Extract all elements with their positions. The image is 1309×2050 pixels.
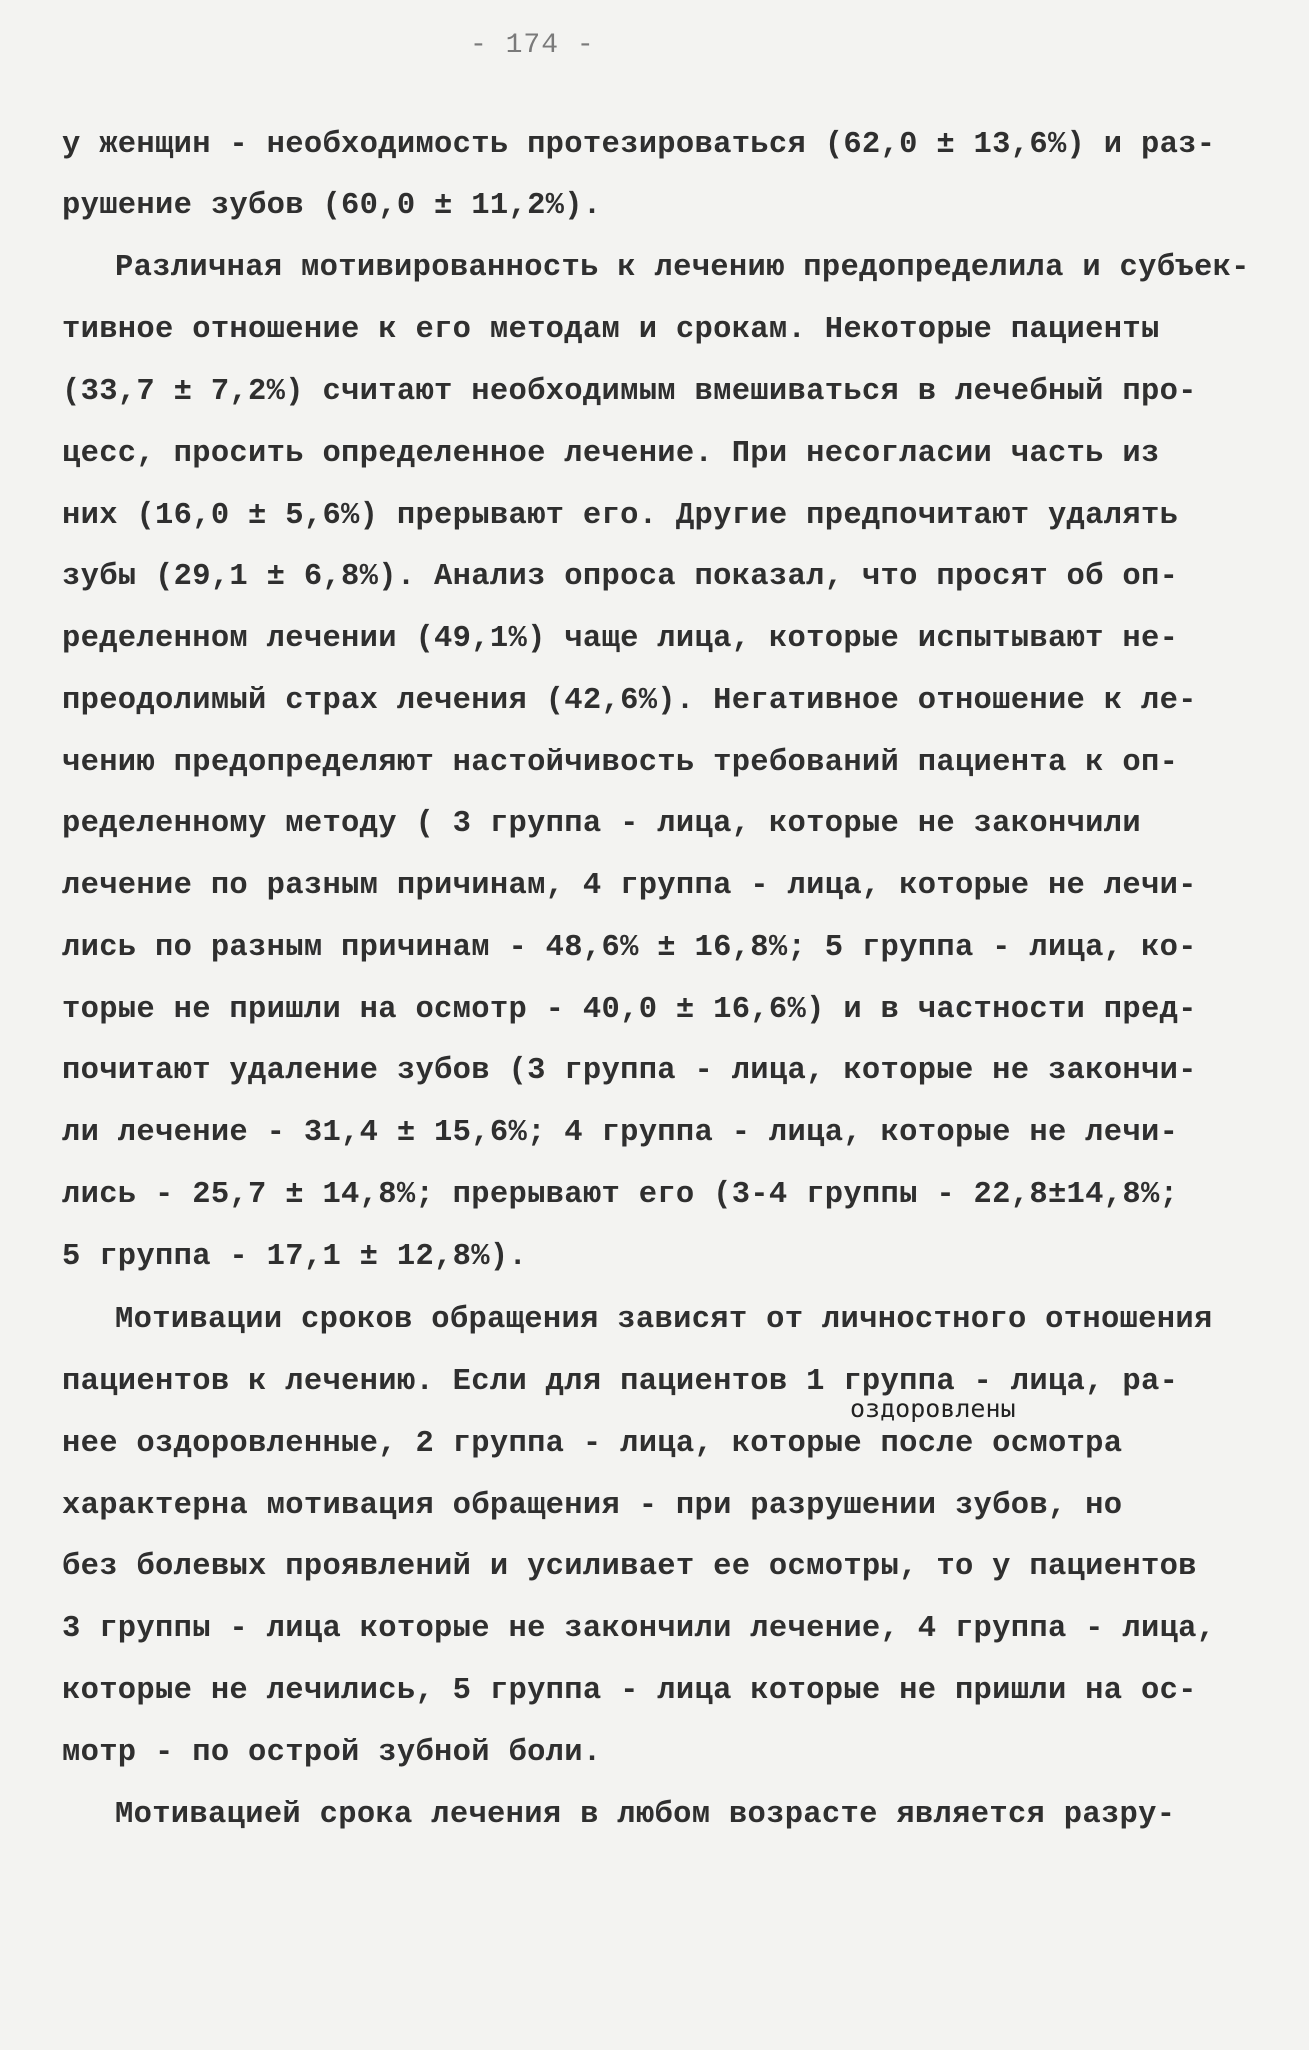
- text-line: мотр - по острой зубной боли.: [62, 1736, 602, 1770]
- text-line: лись - 25,7 ± 14,8%; прерывают его (3-4 группы - 22,8±14,8%;: [62, 1178, 1179, 1212]
- text-line: торые не пришли на осмотр - 40,0 ± 16,6%) и в частности пред-: [62, 993, 1197, 1027]
- text-line: (33,7 ± 7,2%) считают необходимым вмешиваться в лечебный про-: [62, 375, 1197, 409]
- text-line: характерна мотивация обращения - при разрушении зубов, но: [62, 1489, 1123, 1523]
- text-line: ли лечение - 31,4 ± 15,6%; 4 группа - лица, которые не лечи-: [62, 1116, 1179, 1150]
- text-line: преодолимый страх лечения (42,6%). Негативное отношение к ле-: [62, 684, 1197, 718]
- text-line: без болевых проявлений и усиливает ее осмотры, то у пациентов: [62, 1550, 1197, 1584]
- handwritten-insertion: оздоровлены: [850, 1394, 1016, 1423]
- text-line: пациентов к лечению. Если для пациентов 1 группа - лица, ра-: [62, 1365, 1179, 1399]
- text-line: Мотивацией срока лечения в любом возрасте является разру-: [115, 1798, 1176, 1832]
- text-line: рушение зубов (60,0 ± 11,2%).: [62, 189, 602, 223]
- text-line: почитают удаление зубов (3 группа - лица, которые не закончи-: [62, 1054, 1197, 1088]
- text-line: лись по разным причинам - 48,6% ± 16,8%; 5 группа - лица, ко-: [62, 931, 1197, 965]
- text-line: чению предопределяют настойчивость требований пациента к оп-: [62, 746, 1179, 780]
- text-line: у женщин - необходимость протезироваться (62,0 ± 13,6%) и раз-: [62, 128, 1216, 162]
- text-line: цесс, просить определенное лечение. При несогласии часть из: [62, 437, 1160, 471]
- text-line: лечение по разным причинам, 4 группа - лица, которые не лечи-: [62, 869, 1197, 903]
- text-line: 5 группа - 17,1 ± 12,8%).: [62, 1240, 528, 1274]
- text-line: зубы (29,1 ± 6,8%). Анализ опроса показал, что просят об оп-: [62, 560, 1179, 594]
- text-line: 3 группы - лица которые не закончили лечение, 4 группа - лица,: [62, 1612, 1216, 1646]
- text-line: тивное отношение к его методам и срокам. Некоторые пациенты: [62, 313, 1160, 347]
- text-line: Различная мотивированность к лечению предопределила и субъек-: [115, 251, 1250, 285]
- text-line: ределенному методу ( 3 группа - лица, которые не закончили: [62, 807, 1141, 841]
- text-line: них (16,0 ± 5,6%) прерывают его. Другие предпочитают удалять: [62, 499, 1179, 533]
- text-line: которые не лечились, 5 группа - лица которые не пришли на ос-: [62, 1674, 1197, 1708]
- text-line: Мотивации сроков обращения зависят от личностного отношения: [115, 1303, 1213, 1337]
- page-number: - 174 -: [470, 30, 595, 61]
- text-line: ределенном лечении (49,1%) чаще лица, которые испытывают не-: [62, 622, 1179, 656]
- text-line: нее оздоровленные, 2 группа - лица, которые после осмотра: [62, 1427, 1123, 1461]
